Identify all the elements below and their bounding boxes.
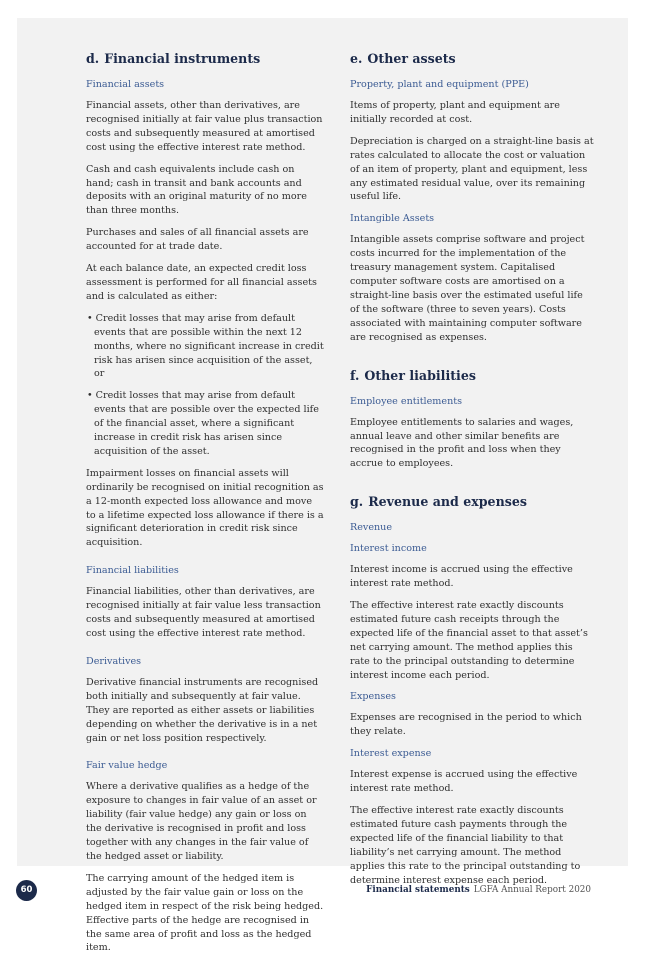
bullet-item: • Credit losses that may arise from default events that are possible over the expected life of the financial asset, where a significant increase in credit risk has arisen since acquisition of the asset.	[86, 389, 324, 459]
section-letter: e.	[350, 51, 363, 66]
footer-caption	[366, 885, 591, 895]
subheading-interest-income: Interest income	[350, 543, 427, 555]
subheading-revenue: Revenue	[350, 522, 393, 534]
subheading-employee-entitlements: Employee entitlements	[350, 395, 463, 407]
section-title: Financial instruments	[104, 51, 261, 66]
bullet-item: • Credit losses that may arise from default events that are possible within the next 12 months, where no significant increase in credit risk has arisen since acquisition of the asset, or	[86, 312, 324, 382]
page-footer	[0, 878, 645, 908]
bullet-list	[86, 312, 324, 459]
section-letter: g.	[350, 494, 364, 510]
subheading-fair-value-hedge: Fair value hedge	[86, 760, 168, 772]
paragraph: At each balance date, an expected credit loss assessment is performed for all financial assets and is calculated as either:	[86, 263, 317, 302]
paragraph: Where a derivative qualifies as a hedge of the exposure to changes in fair value of an asset or liability (fair value hedge) any gain or loss on the derivative is recognised in profit and loss together with any changes in the fair value of the hedged asset or liability.	[86, 781, 317, 862]
paragraph: Interest expense is accrued using the effective interest rate method.	[350, 769, 578, 795]
paragraph: Expenses are recognised in the period to which they relate.	[350, 712, 582, 738]
paragraph: Cash and cash equivalents include cash on hand; cash in transit and bank accounts and deposits with an original maturity of no more than three months.	[86, 163, 307, 217]
paragraph: The effective interest rate exactly discounts estimated future cash payments through the expected life of the financial liability to that liability’s net carrying amount. The method applies this rate to the principal outstanding to determine interest expense each period.	[350, 805, 581, 886]
section-letter: f.	[350, 367, 360, 383]
paragraph: Intangible assets comprise software and project costs incurred for the implementation of the treasury management system. Capitalised computer software costs are amortised on a straight-line basis over the estimated useful life of the software (three to seven years). Costs associated with maintaining computer software are recognised as expenses.	[350, 234, 585, 343]
section-title: Revenue and expenses	[368, 494, 527, 510]
paragraph: The effective interest rate exactly discounts estimated future cash receipts through the expected life of the financial asset to that asset’s net carrying amount. The method applies this rate to the principal outstanding to determine interest income each period.	[350, 600, 588, 681]
subheading-financial-liabilities: Financial liabilities	[86, 565, 179, 577]
section-title: Other assets	[367, 51, 456, 66]
footer-report: LGFA Annual Report 2020	[473, 885, 591, 895]
paragraph: Financial liabilities, other than derivatives, are recognised initially at fair value less transaction costs and subsequently measured at amortised cost using the effective interest rate method.	[86, 586, 321, 639]
subheading-intangible-assets: Intangible Assets	[350, 213, 435, 225]
paragraph: Depreciation is charged on a straight-line basis at rates calculated to allocate the cost or valuation of an item of property, plant and equipment, less any estimated residual value, over its remaining useful life.	[350, 135, 594, 203]
paragraph: The carrying amount of the hedged item is adjusted by the fair value gain or loss on the hedged item in respect of the risk being hedged. Effective parts of the hedge are recognised in the same area of profit and loss as the hedged item.	[86, 872, 324, 954]
section-title: Other liabilities	[364, 367, 476, 383]
section-heading-financial-instruments	[86, 50, 324, 68]
section-heading-other-assets	[350, 50, 595, 68]
subheading-derivatives: Derivatives	[86, 655, 142, 667]
paragraph: Employee entitlements to salaries and wages, annual leave and other similar benefits are recognised in the profit and loss when they accrue to employees.	[350, 416, 574, 470]
paragraph: Purchases and sales of all financial assets are accounted for at trade date.	[86, 227, 309, 253]
paragraph: Impairment losses on financial assets will ordinarily be recognised on initial recognition as a 12-month expected loss allowance and move to a lifetime expected loss allowance if there is a significant deterioration in credit risk since acquisition.	[86, 467, 324, 549]
subheading-financial-assets: Financial assets	[86, 79, 165, 90]
left-column	[86, 50, 324, 963]
paragraph: Financial assets, other than derivatives, are recognised initially at fair value plus transaction costs and subsequently measured at amortised cost using the effective interest rate method.	[86, 100, 323, 153]
footer-section: Financial statements	[366, 885, 470, 895]
page-number-badge: 60	[16, 880, 37, 901]
subheading-expenses: Expenses	[350, 691, 396, 703]
paragraph: Derivative financial instruments are recognised both initially and subsequently at fair value. They are reported as either assets or liabilities depending on whether the derivative is in a net gain or net loss position respectively.	[86, 676, 319, 744]
paragraph: Items of property, plant and equipment are initially recorded at cost.	[350, 100, 560, 125]
section-heading-revenue-expenses	[350, 493, 595, 511]
right-column	[350, 50, 595, 896]
paragraph: Interest income is accrued using the effective interest rate method.	[350, 564, 573, 590]
section-letter: d.	[86, 51, 100, 66]
subheading-ppe: Property, plant and equipment (PPE)	[350, 79, 529, 90]
section-heading-other-liabilities	[350, 367, 595, 385]
subheading-interest-expense: Interest expense	[350, 748, 432, 760]
